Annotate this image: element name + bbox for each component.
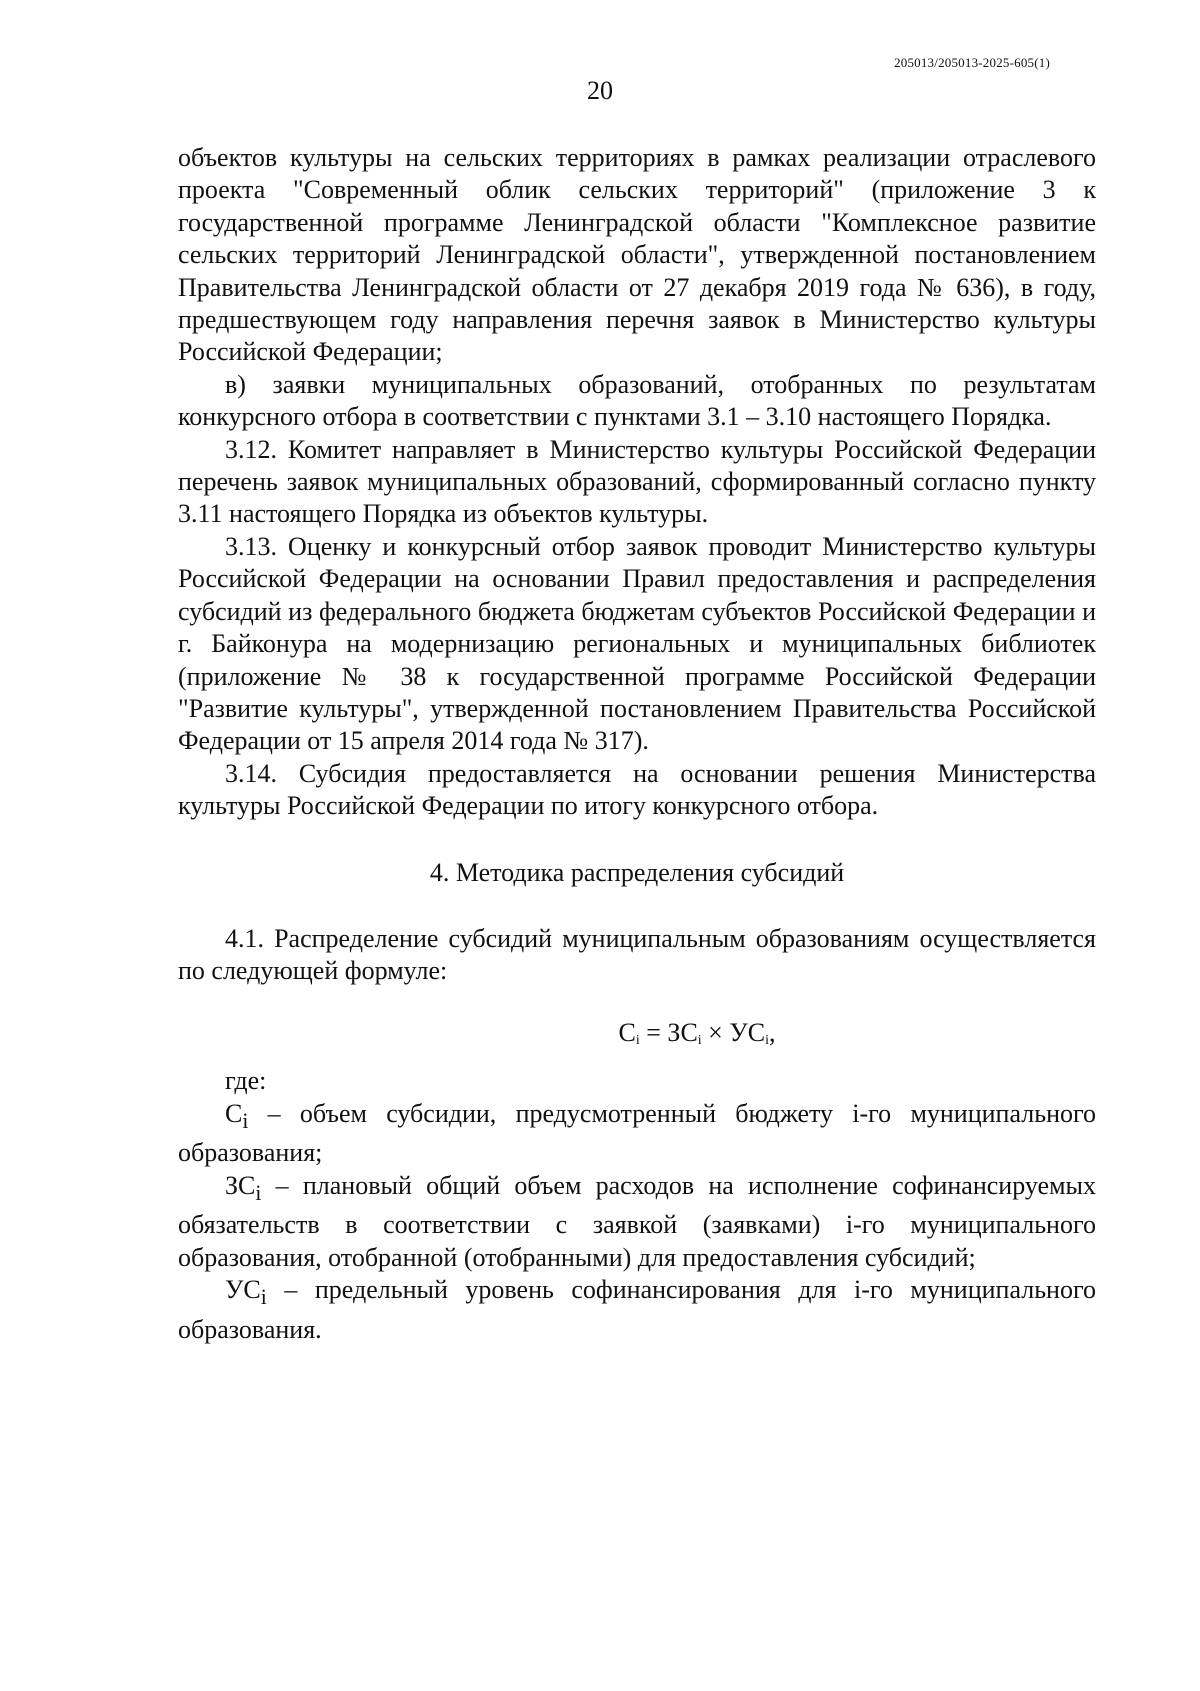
paragraph-4-1: 4.1. Распределение субсидий муниципальным образованиям осуществляется по следующей формуле: bbox=[178, 923, 1096, 985]
paragraph-continuation: объектов культуры на сельских территориях в рамках реализации отраслевого проекта "Современный облик сельских территорий" (приложение 3 к государственной программе Ленинградской области "Комплексное развитие сельских территорий Ленинградской области", утвержденной постановлением Правительства Ленинградской области от 27 декабря 2019 года № 636), в году, предшествующем году направления перечня заявок в Министерство культуры Российской Федерации; bbox=[178, 143, 1096, 367]
definition-uc-symbol: УC bbox=[225, 1275, 261, 1305]
formula-sub-1: i bbox=[635, 1033, 640, 1049]
formula-sub-2: i bbox=[697, 1033, 702, 1049]
document-id: 205013/205013-2025-605(1) bbox=[894, 55, 1050, 70]
definition-zc-subscript: i bbox=[255, 1180, 262, 1205]
formula-comma: , bbox=[768, 1018, 776, 1048]
paragraph-3-13: 3.13. Оценку и конкурсный отбор заявок проводит Министерство культуры Российской Федерации на основании Правил предоставления и распределения субсидий из федерального бюджета бюджетам субъектов Российской Федерации и г. Байконура на модернизацию региональных и муниципальных библиотек (приложение № 38 к государственной программе Российской Федерации "Развитие культуры", утвержденной постановлением Правительства Российской Федерации от 15 апреля 2014 года № 317). bbox=[178, 531, 1096, 756]
formula-zc: = ЗC bbox=[639, 1018, 698, 1048]
paragraph-3-14: 3.14. Субсидия предоставляется на основании решения Министерства культуры Российской Федерации по итогу конкурсного отбора. bbox=[178, 758, 1096, 821]
definition-c-symbol: C bbox=[225, 1098, 243, 1128]
definition-uc-text: – предельный уровень софинансирования для i-го муниципального образования. bbox=[178, 1275, 1096, 1344]
formula-sub-3: i bbox=[765, 1033, 769, 1049]
where-label: где: bbox=[225, 1066, 267, 1096]
page-number: 20 bbox=[587, 76, 613, 105]
paragraph-item-v: в) заявки муниципальных образований, отобранных по результатам конкурсного отбора в соответствии с пунктами 3.1 – 3.10 настоящего Порядка. bbox=[178, 369, 1096, 432]
formula-c: C bbox=[618, 1018, 636, 1048]
definition-c bbox=[178, 1098, 1096, 1170]
definition-uc-subscript: i bbox=[260, 1285, 267, 1310]
formula-uc: × УC bbox=[701, 1018, 766, 1048]
definition-zc-text: – плановый общий объем расходов на исполнение софинансируемых обязательств в соответствии с заявкой (заявками) i-го муниципального образования, отобранной (отобранными) для предоставления субсидий; bbox=[178, 1170, 1096, 1272]
formula bbox=[178, 1017, 1096, 1057]
definition-uc bbox=[178, 1274, 1096, 1346]
paragraph-3-12: 3.12. Комитет направляет в Министерство культуры Российской Федерации перечень заявок муниципальных образований, сформированный согласно пункту 3.11 настоящего Порядка из объектов культуры. bbox=[178, 434, 1096, 529]
definition-zc-symbol: ЗC bbox=[225, 1170, 256, 1200]
definition-zc bbox=[178, 1170, 1096, 1274]
section-heading: 4. Методика распределения субсидий bbox=[429, 857, 845, 887]
definition-c-text: – объем субсидии, предусмотренный бюджету i-го муниципального образования; bbox=[178, 1098, 1096, 1168]
document-body bbox=[178, 142, 1096, 1346]
definition-c-subscript: i bbox=[242, 1108, 249, 1133]
